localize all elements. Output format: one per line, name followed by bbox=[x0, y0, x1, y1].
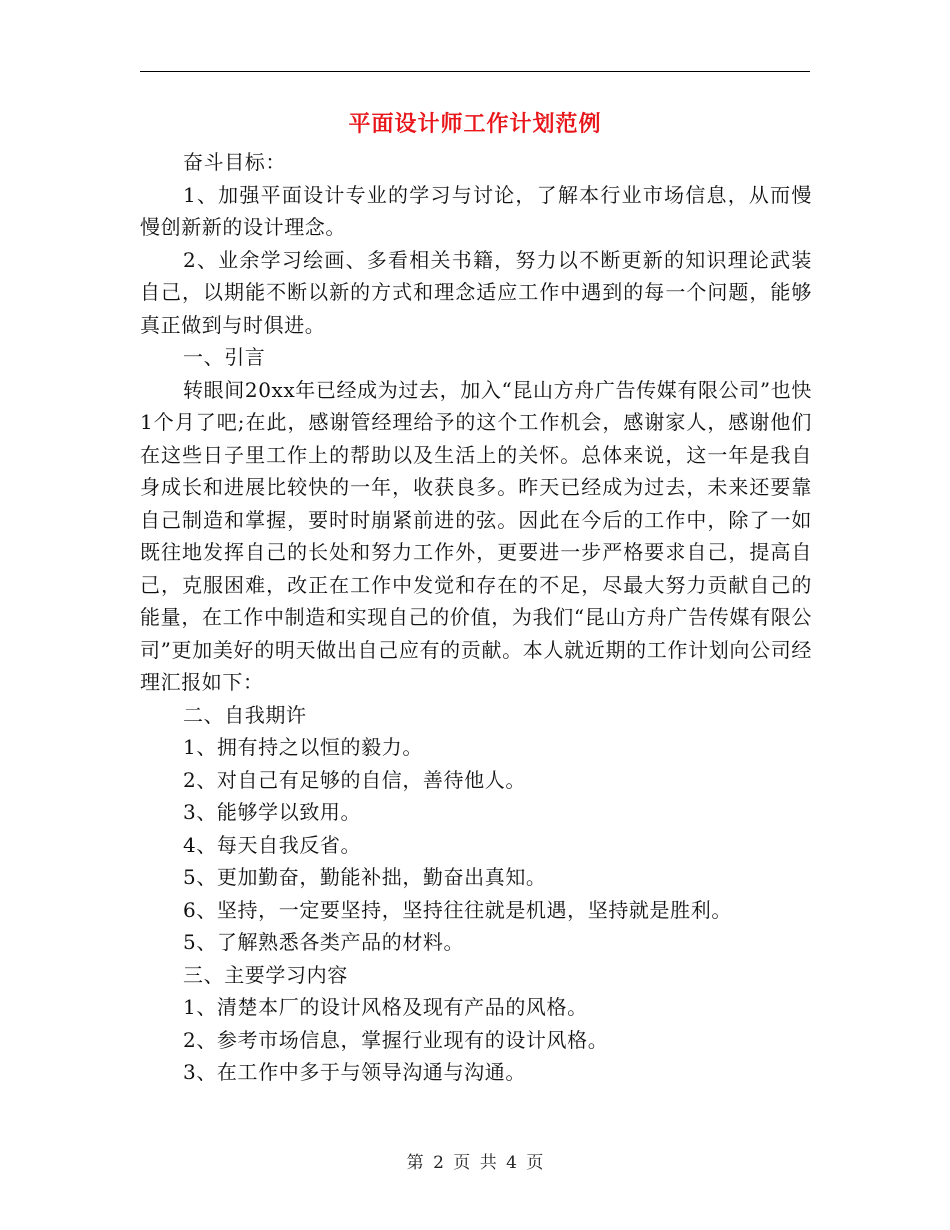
paragraph-goal-1: 1、加强平面设计专业的学习与讨论，了解本行业市场信息，从而慢慢创新新的设计理念。 bbox=[140, 182, 812, 239]
list-item-expectation-5: 5、更加勤奋，勤能补拙，勤奋出真知。 bbox=[183, 865, 547, 889]
header-rule bbox=[140, 71, 810, 72]
page-number-footer: 第 2 页 共 4 页 bbox=[406, 1153, 544, 1173]
paragraph-goal-2: 2、业余学习绘画、多看相关书籍，努力以不断更新的知识理论武装自己，以期能不断以新的方式和理念适应工作中遇到的每一个问题，能够真正做到与时俱进。 bbox=[140, 247, 812, 337]
paragraph-intro: 转眼间20xx年已经成为过去，加入“昆山方舟广告传媒有限公司”也快1个月了吧;在此，感谢管经理给予的这个工作机会，感谢家人，感谢他们在这些日子里工作上的帮助以及生活上的关怀。总体来说，这一年是我自身成长和进展比较快的一年，收获良多。昨天已经成为过去，未来还要靠自己制造和掌握，要时时崩紧前进的弦。因此在今后的工作中，除了一如既往地发挥自己的长处和努力工作外，更要进一步严格要求自己，提高自己，克服困难，改正在工作中发觉和存在的不足，尽最大努力贡献自己的能量，在工作中制造和实现自己的价值，为我们“昆山方舟广告传媒有限公司”更加美好的明天做出自己应有的贡献。本人就近期的工作计划向公司经理汇报如下： bbox=[140, 377, 812, 694]
list-item-expectation-1: 1、拥有持之以恒的毅力。 bbox=[183, 735, 423, 759]
list-item-expectation-2: 2、对自己有足够的自信，善待他人。 bbox=[183, 767, 526, 792]
list-item-expectation-6: 6、坚持，一定要坚持，坚持往往就是机遇，坚持就是胜利。 bbox=[183, 897, 732, 922]
list-item-learning-1: 1、清楚本厂的设计风格及现有产品的风格。 bbox=[183, 995, 588, 1019]
paragraph-goals-heading: 奋斗目标： bbox=[183, 150, 286, 174]
section-heading-intro: 一、引言 bbox=[183, 345, 266, 369]
document-body bbox=[140, 146, 812, 1089]
list-item-learning-3: 3、在工作中多于与领导沟通与沟通。 bbox=[183, 1060, 526, 1084]
section-heading-self-expectation: 二、自我期许 bbox=[183, 702, 307, 727]
list-item-expectation-4: 4、每天自我反省。 bbox=[183, 832, 362, 857]
list-item-learning-2: 2、参考市场信息，掌握行业现有的设计风格。 bbox=[183, 1027, 609, 1052]
document-title: 平面设计师工作计划范例 bbox=[348, 111, 602, 137]
list-item-expectation-7: 5、了解熟悉各类产品的材料。 bbox=[183, 930, 465, 954]
section-heading-learning: 三、主要学习内容 bbox=[183, 962, 348, 987]
list-item-expectation-3: 3、能够学以致用。 bbox=[183, 800, 362, 824]
